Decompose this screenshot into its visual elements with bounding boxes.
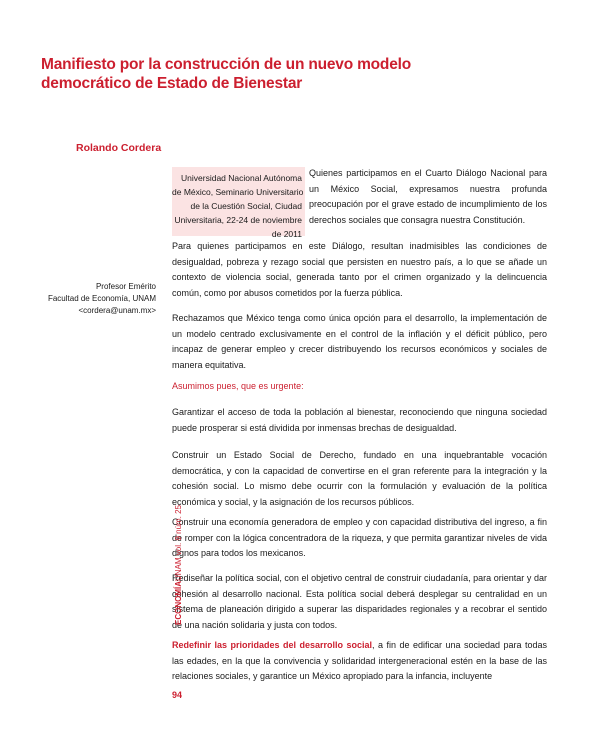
paragraph: Garantizar el acceso de toda la población al bienestar, reconociendo que ninguna sociedad puede prosperar si está dividida por inmensas brechas de desigualdad. — [172, 407, 547, 433]
title-line-2: democrático de Estado de Bienestar — [41, 75, 303, 92]
journal-running-head — [174, 505, 183, 625]
paragraph: Construir un Estado Social de Derecho, fundado en una inquebrantable vocación democrática, y con la capacidad de convertirse en el gran referente para la integración y la cohesión social. Lo mismo debe ocurrir con la formulación y evaluación de la política económica y social, y la asignación de los recursos públicos. — [172, 450, 547, 507]
paragraph: Para quienes participamos en este Diálogo, resultan inadmisibles las condiciones de desigualdad, pobreza y rezago social que persisten en nuestro país, a lo que se añade un contexto de violencia social, generada tanto por el crimen organizado y la delincuencia común, como por abusos cometidos por la fuerza pública. — [172, 241, 547, 298]
paragraph: Rediseñar la política social, con el objetivo central de construir ciudadanía, para orientar y dar cohesión al desarrollo nacional. Esta política social deberá desplegar su centralidad en un sistema de planeación dirigido a superar las disparidades regionales y a recobrar el sentido de una nación solidaria y justa con todos. — [172, 573, 547, 630]
paragraph: Construir una economía generadora de empleo y con capacidad distributiva del ingreso, a fin de romper con la lógica concentradora de la riqueza, y que permita garantizar niveles de vida dignos para todos los mexicanos. — [172, 517, 547, 558]
journal-volume: UNAM vol. 9 núm. 25 — [174, 504, 183, 581]
author-email: <cordera@unam.mx> — [78, 306, 156, 315]
affiliation-line: de México, Seminario Universitario — [172, 187, 304, 197]
affiliation-line: de 2011 — [271, 229, 302, 239]
journal-name-bold: ECONOMÍA — [174, 581, 183, 625]
affiliation-line: de la Cuestión Social, Ciudad — [190, 201, 302, 211]
paragraph-rest: , a fin de edificar una sociedad para todas las edades, en la que la convivencia y solidaridad intergeneracional estén en la base de las relaciones sociales, y garantice un México apropiado para la infancia, incluyente — [172, 640, 547, 681]
author-name: Rolando Cordera — [76, 142, 162, 154]
article-title — [41, 55, 461, 93]
section-heading: Asumimos pues, que es urgente: — [172, 381, 304, 391]
affiliation-line: Universitaria, 22-24 de noviembre — [174, 215, 302, 225]
author-title: Profesor Emérito — [95, 282, 156, 291]
author-note — [34, 281, 156, 317]
paragraph — [172, 638, 547, 685]
paragraph-lead: Redefinir las prioridades del desarrollo social — [172, 640, 372, 650]
paragraph: Rechazamos que México tenga como única opción para el desarrollo, la implementación de un modelo centrado exclusivamente en el control de la inflación y el déficit público, pero incapaz de generar empleo y crecer distribuyendo los recursos económicos y sociales de manera equitativa. — [172, 313, 547, 370]
affiliation-line: Universidad Nacional Autónoma — [181, 173, 302, 183]
author-faculty: Facultad de Economía, UNAM — [47, 294, 156, 303]
page-number: 94 — [172, 690, 183, 700]
intro-paragraph: Quienes participamos en el Cuarto Diálogo Nacional para un México Social, expresamos nuestra profunda preocupación por el grave estado de incumplimiento de los derechos sociales que consagra nuestra Constitución. — [309, 168, 547, 225]
title-line-1: Manifiesto por la construcción de un nuevo modelo — [41, 56, 411, 73]
event-affiliation-box — [172, 167, 305, 239]
